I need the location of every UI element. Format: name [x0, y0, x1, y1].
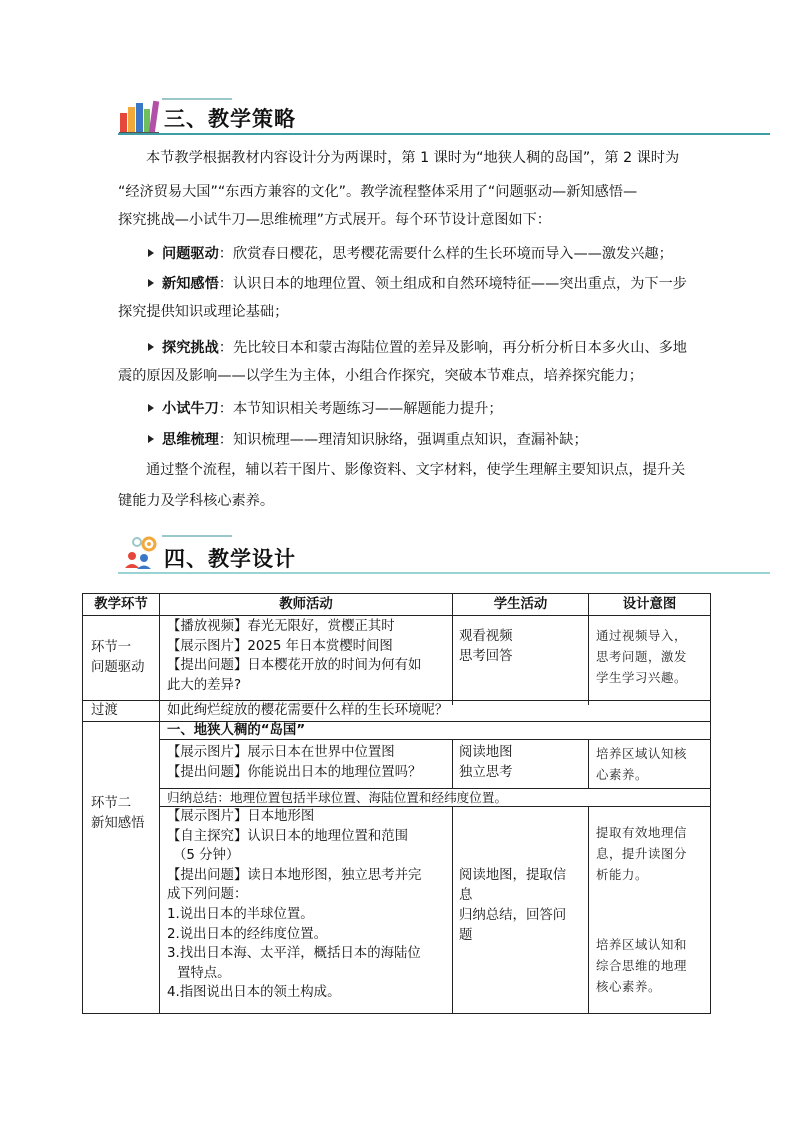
intro-line-3: 探究挑战—小试牛刀—思维梳理”方式展开。每个环节设计意图如下： — [118, 212, 551, 228]
header-stage: 教学环节 — [94, 597, 148, 612]
triangle-bullet-icon — [148, 249, 154, 257]
section-4-header — [118, 532, 770, 576]
bullet-continuation: 探究提供知识或理论基础； — [118, 304, 289, 320]
column-divider — [452, 807, 453, 1013]
student-activity-cell: 阅读地图，提取信 息 归纳总结，回答问 题 — [459, 868, 567, 943]
bullet-item: 新知感悟：认识日本的地理位置、领土组成和自然环境特征——突出重点，为下一步 — [148, 273, 687, 293]
section-4-title: 四、教学设计 — [164, 547, 296, 571]
design-intent-cell: 通过视频导入， 思考问题，激发 学生学习兴趣。 — [596, 628, 687, 685]
student-activity-cell: 观看视频 思考回答 — [459, 629, 513, 664]
header-teacher: 教师活动 — [279, 597, 333, 612]
teaching-design-table — [82, 593, 711, 1014]
stage-cell: 过渡 — [91, 703, 118, 718]
design-intent-cell: 提取有效地理信 息，提升读图分 析能力。 — [596, 825, 687, 882]
bullet-item: 问题驱动：欣赏春日樱花，思考樱花需要什么样的生长环境而导入——激发兴趣； — [148, 243, 673, 263]
design-intent-cell: 培养区域认知核 心素养。 — [596, 746, 687, 782]
header-student: 学生活动 — [493, 597, 548, 612]
column-divider — [452, 739, 453, 789]
summary-cell: 归纳总结：地理位置包括半球位置、海陆位置和经纬度位置。 — [167, 790, 508, 805]
section-3-title: 三、教学策略 — [164, 107, 296, 131]
section-subtitle: 一、地狭人稠的“岛国” — [167, 723, 306, 738]
bullet-continuation: 震的原因及影响——以学生为主体，小组合作探究，突破本节难点，培养探究能力； — [118, 368, 643, 384]
teacher-activity-cell: 【展示图片】展示日本在世界中位置图 【提出问题】你能说出日本的地理位置吗？ — [167, 745, 422, 780]
triangle-bullet-icon — [148, 279, 154, 287]
section-3-rule — [118, 133, 770, 135]
row-divider — [83, 615, 710, 616]
teacher-activity-cell: 【播放视频】春光无限好，赏樱正其时 【展示图片】2025 年日本赏樱时间图 【提出问题】日本樱花开放的时间为何有如 此大的差异? — [167, 619, 422, 693]
student-activity-cell: 阅读地图 独立思考 — [459, 745, 513, 780]
transition-cell: 如此绚烂绽放的樱花需要什么样的生长环境呢？ — [167, 703, 449, 718]
closing-line-2: 键能力及学科核心素养。 — [118, 493, 275, 509]
column-divider — [159, 594, 160, 1013]
books-icon — [118, 99, 160, 135]
triangle-bullet-icon — [148, 435, 154, 443]
header-intent: 设计意图 — [622, 597, 677, 612]
teacher-activity-cell: 【展示图片】日本地形图 【自主探究】认识日本的地理位置和范围 （5 分钟） 【提出问题】读日本地形图，独立思考并完 成下列问题： 1.说出日本的半球位置。 2.说出日本的经纬度位置。 3.找出日本海、太平洋，概括日本的海陆位 置特点。 4.指图说出日本的领土构成。 — [167, 809, 422, 1001]
column-divider — [588, 807, 589, 1013]
bullet-item: 探究挑战：先比较日本和蒙古海陆位置的差异及影响，再分析分析日本多火山、多地 — [148, 337, 687, 357]
section-3-header — [118, 93, 770, 137]
stage-cell: 环节一 问题驱动 — [91, 640, 145, 675]
column-divider — [588, 739, 589, 789]
design-intent-cell: 培养区域认知和 综合思维的地理 核心素养。 — [596, 937, 687, 994]
triangle-bullet-icon — [148, 404, 154, 412]
bullet-item: 思维梳理：知识梳理——理清知识脉络，强调重点知识，查漏补缺； — [148, 429, 588, 449]
stage-cell: 环节二 新知感悟 — [91, 796, 145, 831]
header-decor-line — [162, 535, 232, 537]
intro-line-1: 本节教学根据教材内容设计分为两课时，第 1 课时为“地狭人稠的岛国”，第 2 课时为 — [146, 150, 680, 166]
triangle-bullet-icon — [148, 343, 154, 351]
section-4-rule — [118, 572, 770, 574]
header-decor-line — [162, 98, 232, 100]
bullet-item: 小试牛刀：本节知识相关考题练习——解题能力提升； — [148, 398, 503, 418]
intro-line-2: “经济贸易大国”“东西方兼容的文化”。教学流程整体采用了“问题驱动—新知感悟— — [118, 184, 638, 200]
gears-people-icon — [122, 534, 162, 570]
closing-line-1: 通过整个流程，辅以若干图片、影像资料、文字材料，使学生理解主要知识点，提升关 — [146, 462, 686, 478]
